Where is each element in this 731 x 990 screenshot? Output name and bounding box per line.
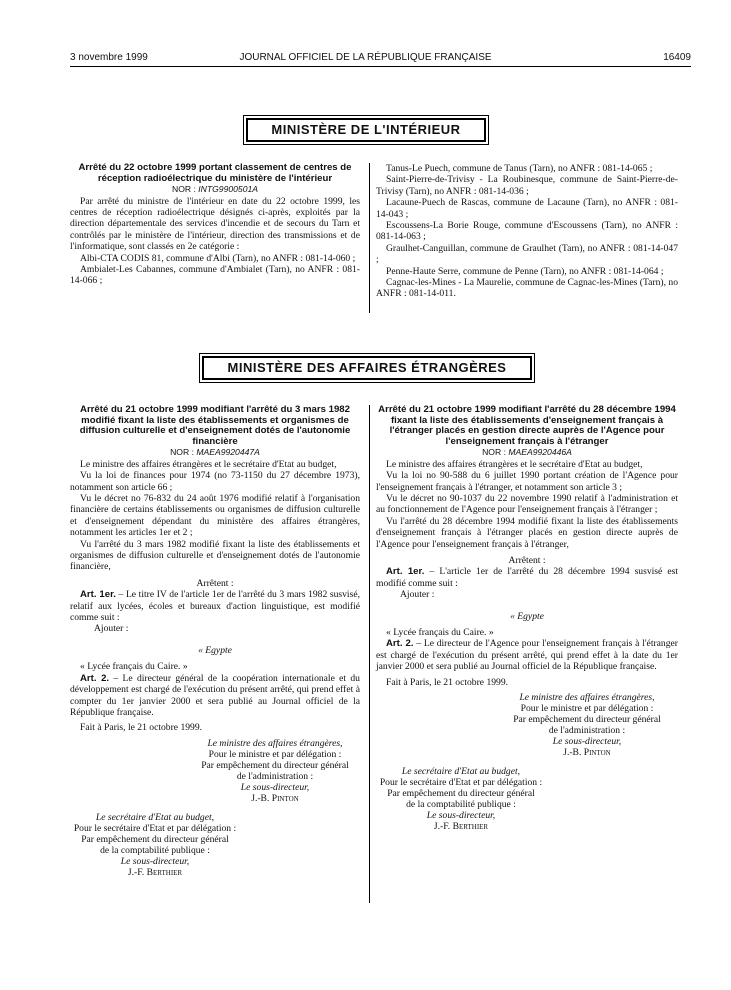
centre-item: Ambialet-Les Cabannes, commune d'Ambialet (Tarn), no ANFR : 081-14-066 ; — [70, 264, 360, 287]
signature-minister: Le ministre des affaires étrangères, Pour le ministre et par délégation : Par empêchement du directeur général de l'administration : Le sous-directeur, J.-B. Pinton — [513, 692, 661, 759]
country-heading: « Egypte — [198, 644, 232, 656]
header-date: 3 novembre 1999 — [70, 52, 148, 63]
paragraph: Le ministre des affaires étrangères et le secrétaire d'Etat au budget, — [80, 458, 337, 470]
nor-reference: NOR : MAEA9920447A — [170, 447, 260, 458]
arrete-right-title: Arrêté du 21 octobre 1999 modifiant l'arrêté du 28 décembre 1994 fixant la liste des établissements d'enseignement français à l'étranger placés en gestion directe auprès de l'Agence pour l'enseignement français à l'étranger — [378, 404, 676, 447]
section1-right-column — [376, 163, 678, 300]
paragraph: Vu la loi no 90-588 du 6 juillet 1990 portant création de l'Agence pour l'enseignement français à l'étranger, et notamment son article 3 ; — [376, 470, 678, 493]
header-rule — [70, 66, 691, 67]
paragraph: Vu le décret no 90-1037 du 22 novembre 1990 relatif à l'administration et au fonctionnement de l'Agence pour l'enseignement français à l'étranger ; — [376, 493, 678, 516]
ajouter: Ajouter : — [94, 623, 129, 635]
centre-item: Escoussens-La Borie Rouge, commune d'Escoussens (Tarn), no ANFR : 081-14-063 ; — [376, 220, 678, 243]
centre-item: Albi-CTA CODIS 81, commune d'Albi (Tarn), no ANFR : 081-14-060 ; — [80, 252, 356, 264]
ministry-foreign-affairs-heading: MINISTÈRE DES AFFAIRES ÉTRANGÈRES — [202, 356, 532, 380]
paragraph: Vu la loi de finances pour 1974 (no 73-1150 du 27 décembre 1973), notamment son article 66 ; — [70, 470, 360, 493]
signature-budget: Le secrétaire d'Etat au budget, Pour le secrétaire d'Etat et par délégation : Par empêchement du directeur général de la comptabilité publique : Le sous-directeur, J.-F. Berthier — [73, 811, 237, 878]
centre-item: Saint-Pierre-de-Trivisy - La Roubinesque, commune de Saint-Pierre-de-Trivisy (Tarn), no ANFR : 081-14-036 ; — [376, 174, 678, 197]
nor-reference: NOR : MAEA9920446A — [482, 447, 572, 458]
arretent: Arrêtent : — [508, 555, 546, 567]
article-2: Art. 2. – Le directeur de l'Agence pour l'enseignement français à l'étranger est chargé de l'exécution du présent arrêté, qui prend effet à la date du 1er janvier 2000 et sera publié au Journal officiel de la République française. — [376, 638, 678, 673]
country-heading: « Egypte — [510, 610, 544, 622]
article-1: Art. 1er. – L'article 1er de l'arrêté du 28 décembre 1994 susvisé est modifié comme suit : — [376, 566, 679, 589]
centre-item: Graulhet-Canguillan, commune de Graulhet (Tarn), no ANFR : 081-14-047 ; — [376, 242, 678, 266]
page-number: 16409 — [663, 52, 691, 63]
section2-left-column — [70, 405, 360, 878]
article-2: Art. 2. – Le directeur général de la coopération internationale et du développement est chargé de l'exécution du présent arrêté, qui prend effet à compter du 1er janvier 2000 et sera publié au Journal officiel de la République française. — [70, 672, 360, 718]
centre-item: Lacaune-Puech de Rascas, commune de Lacaune (Tarn), no ANFR : 081-14-043 ; — [376, 197, 678, 220]
fait-a-paris: Fait à Paris, le 21 octobre 1999. — [80, 722, 203, 734]
ajouter: Ajouter : — [400, 589, 435, 601]
article-1: Art. 1er. – Le titre IV de l'article 1er de l'arrêté du 3 mars 1982 susvisé, relatif aux lycées, écoles et bureaux d'action linguistique, est modifié comme suit : — [70, 589, 360, 624]
centre-item: Penne-Haute Serre, commune de Penne (Tarn), no ANFR : 081-14-064 ; — [386, 265, 664, 277]
lycee-entry: « Lycée français du Caire. » — [80, 661, 188, 673]
column-divider — [369, 405, 370, 903]
journal-title: JOURNAL OFFICIEL DE LA RÉPUBLIQUE FRANÇAISE — [239, 52, 492, 63]
paragraph: Vu le décret no 76-832 du 24 août 1976 modifié relatif à l'organisation financière de certains établissements ou organismes de diffusion culturelle et d'enseignement dépendant du ministère des affaires étrangères, notamment les articles 1er et 2 ; — [70, 493, 360, 539]
paragraph: Vu l'arrêté du 28 décembre 1994 modifié fixant la liste des établissements d'enseignement français à l'étranger placés en gestion directe auprès de l'Agence pour l'enseignement français à l'étranger, — [376, 515, 678, 550]
centre-item: Tanus-Le Puech, commune de Tanus (Tarn), no ANFR : 081-14-065 ; — [386, 163, 653, 174]
fait-a-paris: Fait à Paris, le 21 octobre 1999. — [386, 676, 509, 688]
arrete-intro: Par arrêté du ministre de l'intérieur en date du 22 octobre 1999, les centres de réception radioélectrique désignés ci-après, exploités par la direction départementale des services d'incendie et de secours du Tarn et contrôlés par le ministère de l'intérieur, direction des transmissions et de l'informatique, sont classés en 2e catégorie : — [70, 195, 360, 253]
paragraph: Le ministre des affaires étrangères et le secrétaire d'Etat au budget, — [386, 458, 643, 470]
section1-left-column — [70, 163, 360, 287]
arrete-interior-title: Arrêté du 22 octobre 1999 portant classement de centres de réception radioélectrique du ministère de l'intérieur — [78, 162, 352, 184]
ministry-interior-heading: MINISTÈRE DE L'INTÉRIEUR — [246, 118, 486, 142]
column-divider — [369, 163, 370, 313]
arretent: Arrêtent : — [196, 577, 234, 589]
signature-minister: Le ministre des affaires étrangères, Pour le ministre et par délégation : Par empêchement du directeur général de l'administration : Le sous-directeur, J.-B. Pinton — [201, 737, 349, 804]
paragraph: Vu l'arrêté du 3 mars 1982 modifié fixant la liste des établissements et organismes de diffusion culturelle et d'enseignement dotés de l'autonomie financière, — [70, 538, 360, 573]
centre-item: Cagnac-les-Mines - La Maurelie, commune de Cagnac-les-Mines (Tarn), no ANFR : 081-14-011. — [376, 277, 678, 300]
section2-right-column — [376, 405, 678, 832]
nor-reference: NOR : INTG9900501A — [172, 184, 258, 195]
signature-budget: Le secrétaire d'Etat au budget, Pour le secrétaire d'Etat et par délégation : Par empêchement du directeur général de la comptabilité publique : Le sous-directeur, J.-F. Berthier — [379, 766, 543, 833]
arrete-left-title: Arrêté du 21 octobre 1999 modifiant l'arrêté du 3 mars 1982 modifié fixant la liste des établissements et organismes de diffusion culturelle et d'enseignement dotés de l'autonomie financière — [79, 404, 351, 447]
lycee-entry: « Lycée français du Caire. » — [386, 627, 494, 639]
